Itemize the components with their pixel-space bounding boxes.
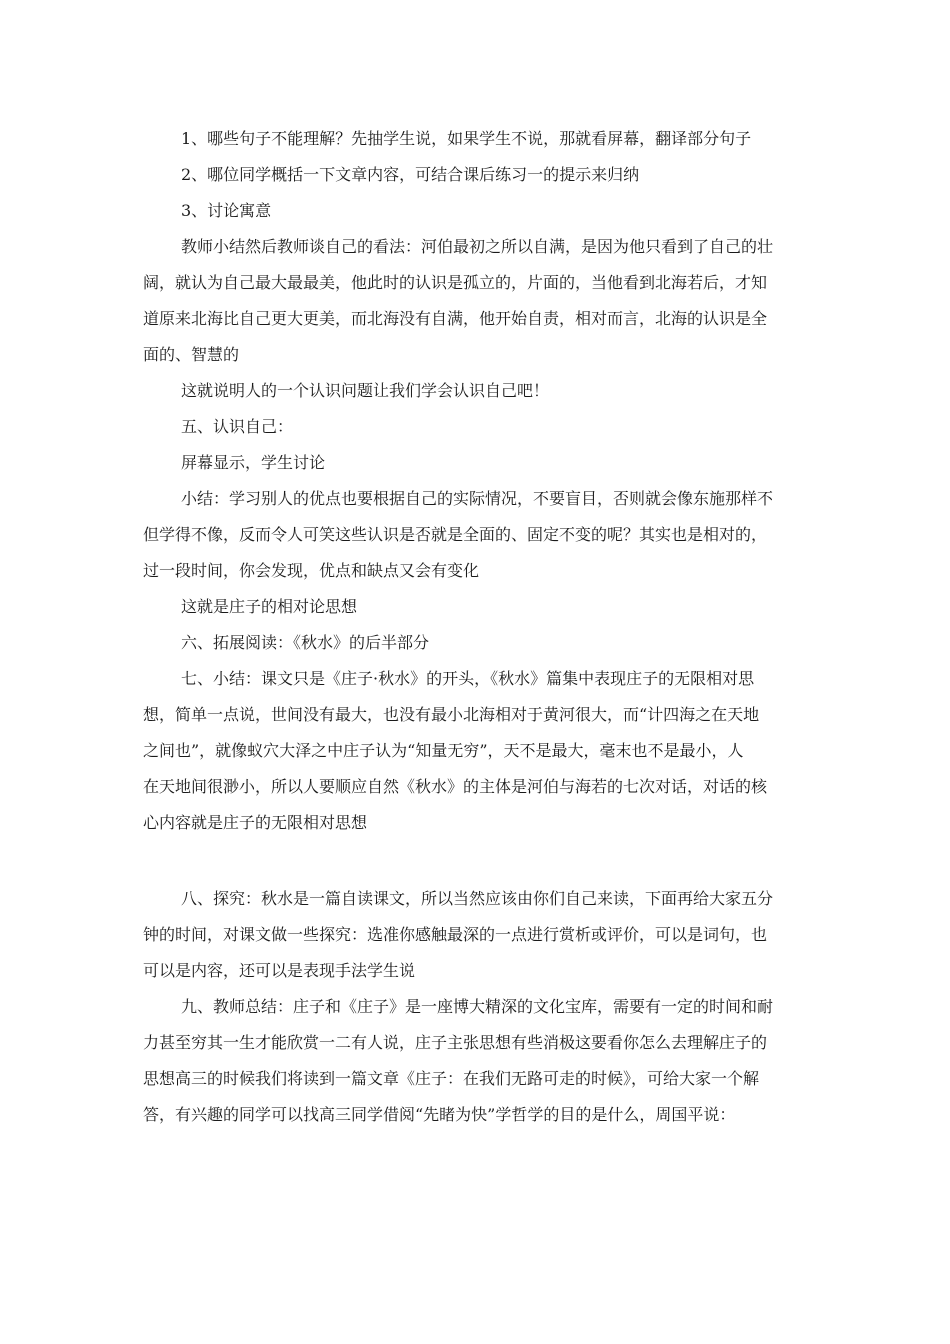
text-line: 答，有兴趣的同学可以找高三同学借阅“先睹为快”学哲学的目的是什么，周国平说： xyxy=(143,1105,736,1124)
section-heading-6: 六、拓展阅读：《秋水》的后半部分 xyxy=(181,633,430,652)
text-line: 心内容就是庄子的无限相对思想 xyxy=(143,813,368,832)
paragraph-spacer xyxy=(143,841,807,881)
text-line: 阔，就认为自己最大最最美，他此时的认识是孤立的，片面的，当他看到北海若后，才知 xyxy=(143,273,768,292)
text-line: 过一段时间，你会发现，优点和缺点又会有变化 xyxy=(143,561,480,580)
text-line: 面的、智慧的 xyxy=(143,345,240,364)
section-8 xyxy=(143,881,807,989)
text-line: 可以是内容，还可以是表现手法学生说 xyxy=(143,961,416,980)
text-line: 但学得不像，反而令人可笑这些认识是否就是全面的、固定不变的呢？其实也是相对的， xyxy=(143,525,768,544)
text-line: 九、教师总结：庄子和《庄子》是一座博大精深的文化宝库，需要有一定的时间和耐 xyxy=(181,997,774,1016)
text-line: 道原来北海比自己更大更美，而北海没有自满，他开始自责，相对而言，北海的认识是全 xyxy=(143,309,768,328)
list-item-2: 2、哪位同学概括一下文章内容，可结合课后练习一的提示来归纳 xyxy=(181,165,640,184)
paragraph-teacher-summary xyxy=(143,229,807,373)
text-line: 七、小结：课文只是《庄子·秋水》的开头，《秋水》篇集中表现庄子的无限相对思 xyxy=(181,669,755,688)
text-line: 力甚至穷其一生才能欣赏一二有人说，庄子主张思想有些消极这要看你怎么去理解庄子的 xyxy=(143,1033,768,1052)
paragraph-know-yourself: 这就说明人的一个认识问题让我们学会认识自己吧！ xyxy=(181,381,550,400)
paragraph-relativity: 这就是庄子的相对论思想 xyxy=(181,597,358,616)
text-line: 钟的时间，对课文做一些探究：选准你感触最深的一点进行赏析或评价，可以是词句，也 xyxy=(143,925,768,944)
paragraph-screen-display: 屏幕显示，学生讨论 xyxy=(181,453,326,472)
section-7 xyxy=(143,661,807,841)
text-line: 小结：学习别人的优点也要根据自己的实际情况，不要盲目，否则就会像东施那样不 xyxy=(181,489,774,508)
text-line: 之间也”，就像蚁穴大泽之中庄子认为“知量无穷”，天不是最大，毫末也不是最小，人 xyxy=(143,741,744,760)
text-line: 八、探究：秋水是一篇自读课文，所以当然应该由你们自己来读，下面再给大家五分 xyxy=(181,889,774,908)
text-line: 思想高三的时候我们将读到一篇文章《庄子：在我们无路可走的时候》，可给大家一个解 xyxy=(143,1069,760,1088)
document-page xyxy=(143,121,807,1133)
section-heading-5: 五、认识自己： xyxy=(181,417,294,436)
paragraph-summary xyxy=(143,481,807,589)
list-item-1: 1、哪些句子不能理解？先抽学生说，如果学生不说，那就看屏幕，翻译部分句子 xyxy=(181,129,752,148)
text-line: 教师小结然后教师谈自己的看法：河伯最初之所以自满，是因为他只看到了自己的壮 xyxy=(181,237,774,256)
text-line: 在天地间很渺小，所以人要顺应自然《秋水》的主体是河伯与海若的七次对话，对话的核 xyxy=(143,777,768,796)
list-item-3: 3、讨论寓意 xyxy=(181,201,272,220)
text-line: 想，简单一点说，世间没有最大，也没有最小北海相对于黄河很大，而“计四海之在天地 xyxy=(143,705,760,724)
section-9 xyxy=(143,989,807,1133)
